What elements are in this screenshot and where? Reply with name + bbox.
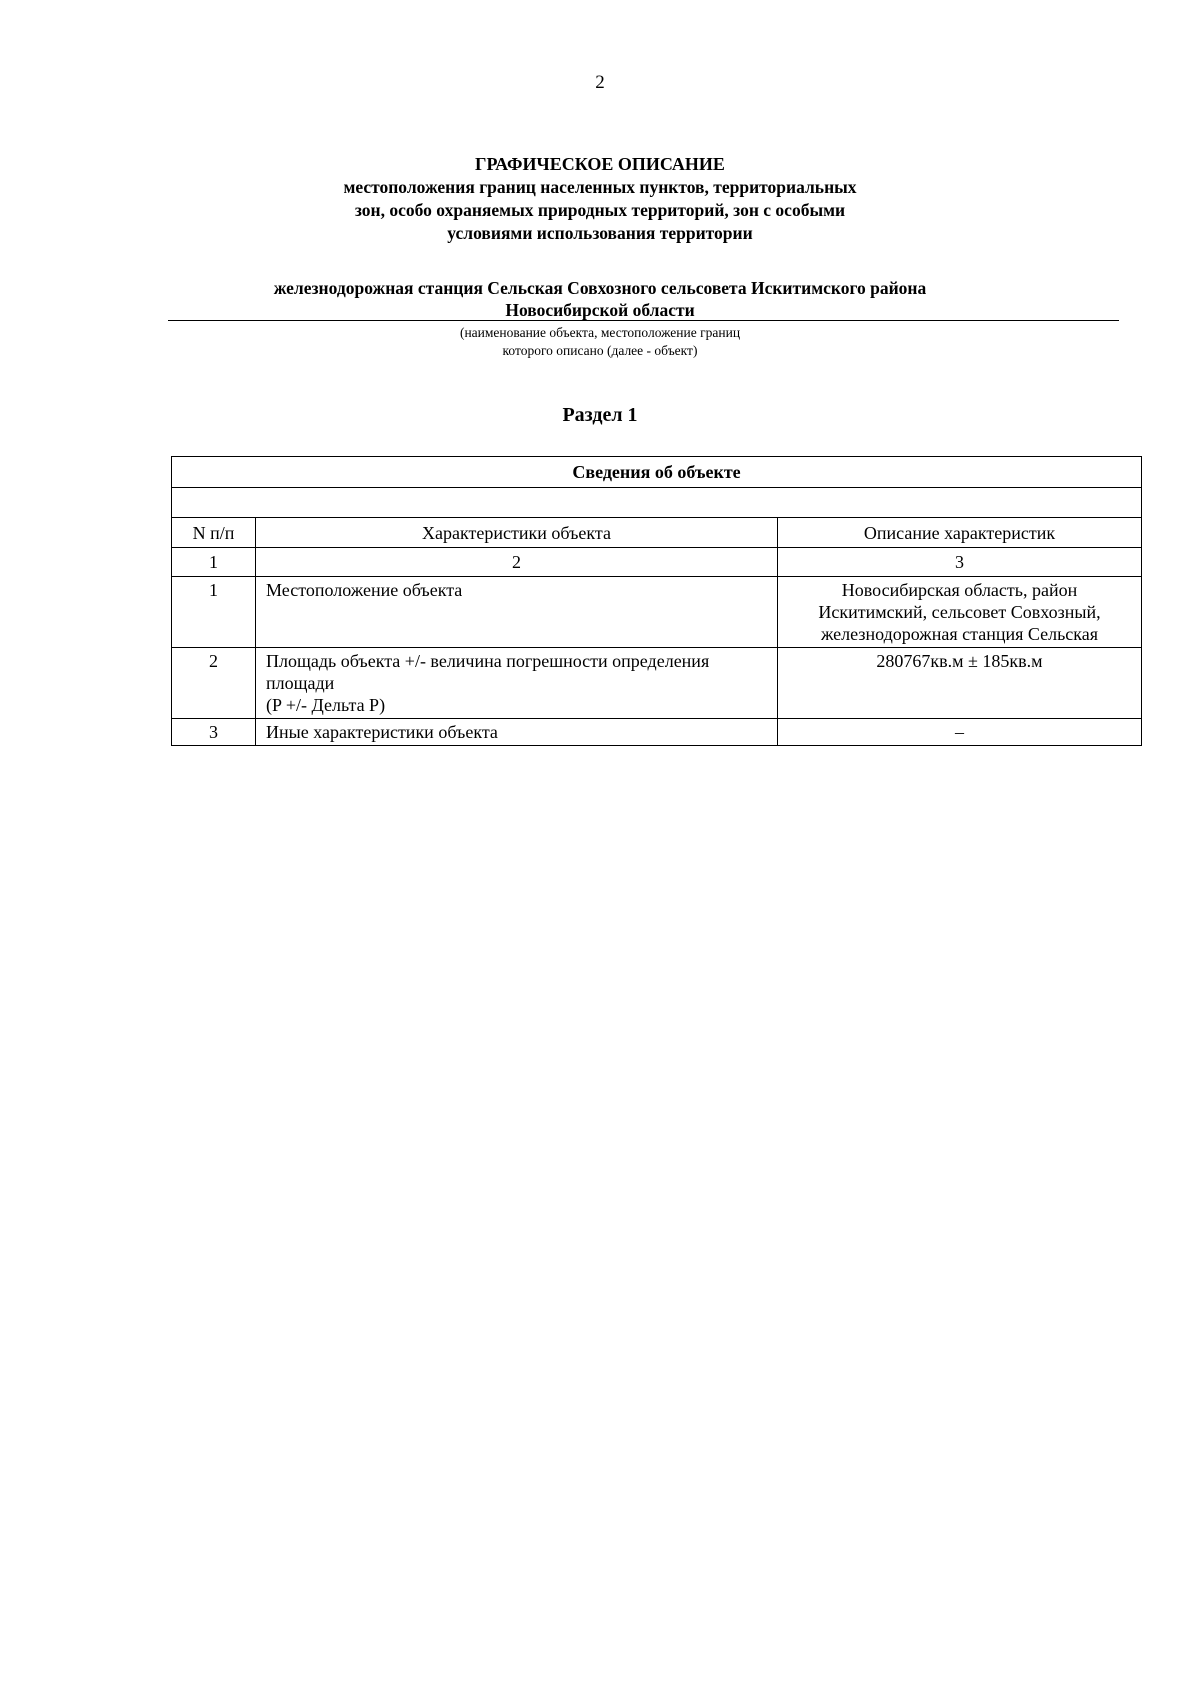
table-column-number-row bbox=[172, 548, 1142, 577]
object-caption-line: которого описано (далее - объект) bbox=[502, 343, 698, 358]
object-caption bbox=[0, 324, 1200, 360]
document-title: ГРАФИЧЕСКОЕ ОПИСАНИЕ bbox=[475, 154, 725, 174]
header-characteristic: Характеристики объекта bbox=[256, 518, 778, 548]
characteristic-line: (P +/- Дельта P) bbox=[266, 695, 386, 715]
description-line: Искитимский, сельсовет Совхозный, bbox=[818, 602, 1101, 622]
table-row bbox=[172, 577, 1142, 648]
table-caption-row bbox=[172, 457, 1142, 488]
table-header-row bbox=[172, 518, 1142, 548]
row-number: 3 bbox=[172, 719, 256, 746]
description-line: железнодорожная станция Сельская bbox=[820, 624, 1099, 644]
header-description: Описание характеристик bbox=[778, 518, 1142, 548]
document-subtitle-line: зон, особо охраняемых природных территорий, зон с особыми bbox=[354, 200, 846, 220]
row-number: 2 bbox=[172, 648, 256, 719]
row-characteristic bbox=[256, 648, 778, 719]
page-number: 2 bbox=[595, 72, 605, 93]
column-number: 1 bbox=[172, 548, 256, 577]
section-title: Раздел 1 bbox=[562, 404, 638, 426]
characteristic-line: Площадь объекта +/- величина погрешности определения bbox=[266, 651, 710, 671]
column-number: 2 bbox=[256, 548, 778, 577]
row-description: – bbox=[778, 719, 1142, 746]
table-caption: Сведения об объекте bbox=[172, 457, 1142, 488]
row-number: 1 bbox=[172, 577, 256, 648]
table-empty-cell bbox=[172, 488, 1142, 518]
description-line: Новосибирская область, район bbox=[841, 580, 1078, 600]
object-name-underline bbox=[168, 320, 1119, 321]
row-description bbox=[778, 577, 1142, 648]
table-row bbox=[172, 648, 1142, 719]
object-name-line: железнодорожная станция Сельская Совхозного сельсовета Искитимского района bbox=[273, 278, 927, 298]
object-name bbox=[0, 277, 1200, 321]
row-description: 280767кв.м ± 185кв.м bbox=[778, 648, 1142, 719]
document-subtitle-line: условиями использования территории bbox=[447, 223, 753, 243]
object-name-line: Новосибирской области bbox=[505, 300, 695, 320]
row-characteristic: Иные характеристики объекта bbox=[256, 719, 778, 746]
document-title-block bbox=[0, 153, 1200, 245]
header-number: N п/п bbox=[172, 518, 256, 548]
table-empty-row bbox=[172, 488, 1142, 518]
column-number: 3 bbox=[778, 548, 1142, 577]
object-caption-line: (наименование объекта, местоположение границ bbox=[459, 325, 741, 340]
object-info-table bbox=[171, 456, 1142, 746]
table-row bbox=[172, 719, 1142, 746]
document-subtitle-line: местоположения границ населенных пунктов, территориальных bbox=[343, 177, 857, 197]
characteristic-line: площади bbox=[266, 673, 335, 693]
row-characteristic: Местоположение объекта bbox=[256, 577, 778, 648]
